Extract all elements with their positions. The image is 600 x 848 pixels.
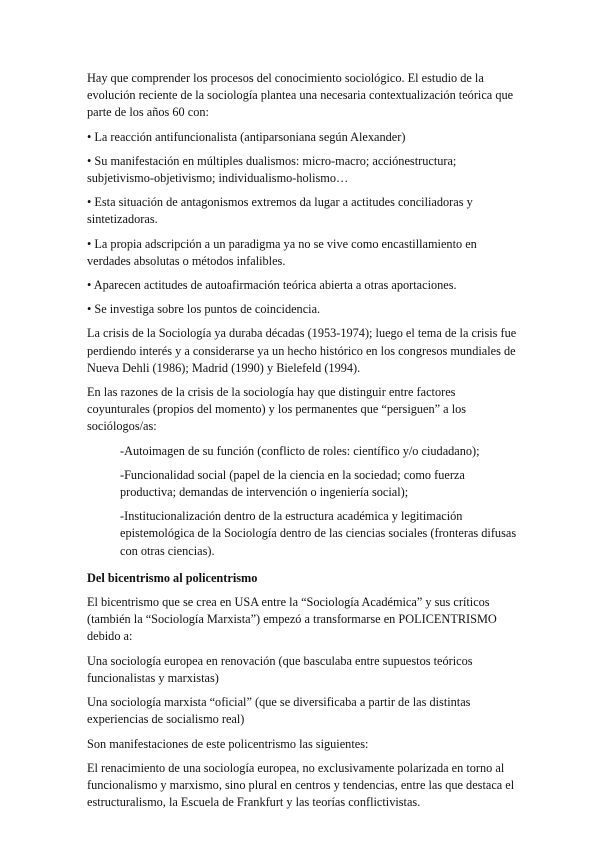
bicentrism-paragraph: El bicentrismo que se crea en USA entre la “Sociología Académica” y sus críticos (también la “Sociología Marxista”) empezó a transformarse en POLICENTRISMO debido a: [87, 595, 497, 644]
euro-sociology-paragraph: Una sociología europea en renovación (que basculaba entre supuestos teóricos funcionalistas y marxistas) [87, 653, 473, 685]
manifestations-paragraph: Son manifestaciones de este policentrismo las siguientes: [87, 736, 369, 751]
reasons-paragraph: En las razones de la crisis de la sociología hay que distinguir entre factores coyunturales (propios del momento) y los permanentes que “persiguen” a los sociólogos/as: [87, 385, 467, 434]
factor-item: -Autoimagen de su función (conflicto de roles: científico y/o ciudadano); [120, 443, 480, 458]
section-heading: Del bicentrismo al policentrismo [87, 570, 258, 585]
bullet-item: • Aparecen actitudes de autoafirmación teórica abierta a otras aportaciones. [87, 278, 457, 293]
bullet-item: • La reacción antifuncionalista (antiparsoniana según Alexander) [87, 129, 406, 144]
renaissance-paragraph: El renacimiento de una sociología europea, no exclusivamente polarizada en torno al funcionalismo y marxismo, sino plural en centros y tendencias, entre las que destaca el estructuralismo, la Escuela de Frankfurt y las teorías conflictivistas. [87, 760, 515, 810]
intro-paragraph: Hay que comprender los procesos del conocimiento sociológico. El estudio de la evolución reciente de la sociología plantea una necesaria contextualización teórica que parte de los años 60 con: [87, 71, 514, 120]
bullet-item: • Se investiga sobre los puntos de coincidencia. [87, 302, 321, 317]
bullet-item: • Esta situación de antagonismos extremos da lugar a actitudes conciliadoras y sintetizadoras. [87, 195, 473, 227]
factor-item: -Funcionalidad social (papel de la ciencia en la sociedad; como fuerza productiva; demandas de intervención o ingeniería social); [120, 467, 465, 500]
marxist-sociology-paragraph: Una sociología marxista “oficial” (que se diversificaba a partir de las distintas experiencias de socialismo real) [87, 695, 471, 727]
factor-item: -Institucionalización dentro de la estructura académica y legitimación epistemológica de la Sociología dentro de las ciencias sociales (fronteras difusas con otras ciencias). [120, 509, 517, 558]
bullet-item: • La propia adscripción a un paradigma ya no se vive como encastillamiento en verdades absolutas o métodos infalibles. [87, 236, 477, 268]
crisis-paragraph: La crisis de la Sociología ya duraba décadas (1953-1974); luego el tema de la crisis fue perdiendo interés y a considerarse ya un hecho histórico en los congresos mundiales de Nueva Dehli (1986); Madrid (1990) y Bielefeld (1994). [87, 326, 517, 375]
bullet-item: • Su manifestación en múltiples dualismos: micro-macro; acciónestructura; subjetivismo-objetivismo; individualismo-holismo… [87, 153, 457, 186]
